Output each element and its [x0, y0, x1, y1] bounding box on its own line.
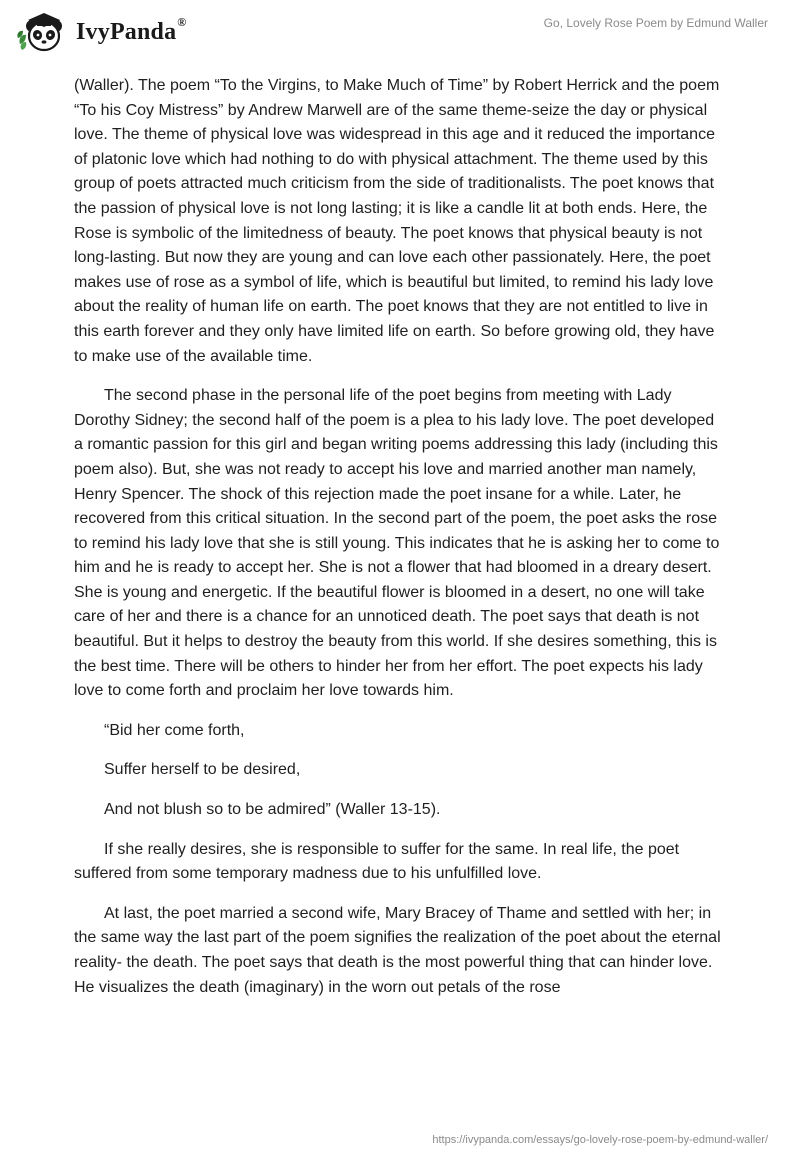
paragraph: At last, the poet married a second wife, Mary Bracey of Thame and settled with her; in the same way the last part of the poem signifies the realization of the poet about the eternal reality- the death. The poet says that death is the most powerful thing that can hinder love. He visualizes the death (imaginary) in the worn out petals of the rose [74, 904, 721, 996]
quote-line: And not blush so to be admired” (Waller 13-15). [104, 801, 441, 819]
paragraph: The second phase in the personal life of the poet begins from meeting with Lady Dorothy Sidney; the second half of the poem is a plea to his lady love. The poet developed a romantic passion for this girl and began writing poems addressing this lady (including this poem also). But, she was not ready to accept his love and married another man namely, Henry Spencer. The shock of this rejection made the poet insane for a while. Later, he recovered from this critical situation. In the second part of the poem, the poet asks the rose to remind his lady love that she is still young. This indicates that he is asking her to come to him and he is ready to accept her. She is not a flower that had bloomed in a dreary desert. She is young and energetic. If the beautiful flower is bloomed in a desert, no one will take care of her and there is a chance for an unnoticed death. The poet says that death is not beautiful. But it helps to destroy the beauty from this world. If she desires something, this is the best time. There will be others to hinder her from her effort. The poet expects his lady love to come forth and proclaim her love towards him. [74, 387, 720, 700]
quote-line: Suffer herself to be desired, [104, 761, 301, 779]
brand-logo[interactable] [16, 8, 186, 54]
registered-mark: ® [177, 14, 187, 29]
brand-name [76, 14, 187, 46]
paragraph: (Waller). The poem “To the Virgins, to Make Much of Time” by Robert Herrick and the poem “To his Coy Mistress” by Andrew Marwell are of the same theme-seize the day or physical love. The theme of physical love was widespread in this age and it reduced the importance of platonic love which had nothing to do with physical attachment. The theme used by this group of poets attracted much criticism from the side of traditionalists. The poet knows that the passion of physical love is not long lasting; it is like a candle lit at both ends. Here, the Rose is symbolic of the limitedness of beauty. The poet knows that physical beauty is not long-lasting. But now they are young and can love each other passionately. Here, the poet makes use of rose as a symbol of life, which is beautiful but limited, to remind his lady love about the reality of human life on earth. The poet knows that they are not entitled to live in this earth forever and they only have limited life on earth. So before growing old, they have to make use of the available time. [74, 77, 720, 365]
panda-logo-icon [16, 8, 70, 54]
brand-name-text: IvyPanda [76, 18, 177, 45]
paragraph: If she really desires, she is responsible to suffer for the same. In real life, the poet suffered from some temporary madness due to his unfulfilled love. [74, 840, 680, 883]
essay-body [74, 74, 726, 1015]
page-header [0, 0, 800, 60]
source-url[interactable]: https://ivypanda.com/essays/go-lovely-rose-poem-by-edmund-waller/ [432, 1134, 768, 1146]
document-title: Go, Lovely Rose Poem by Edmund Waller [543, 16, 768, 30]
quote-line: “Bid her come forth, [104, 721, 245, 739]
